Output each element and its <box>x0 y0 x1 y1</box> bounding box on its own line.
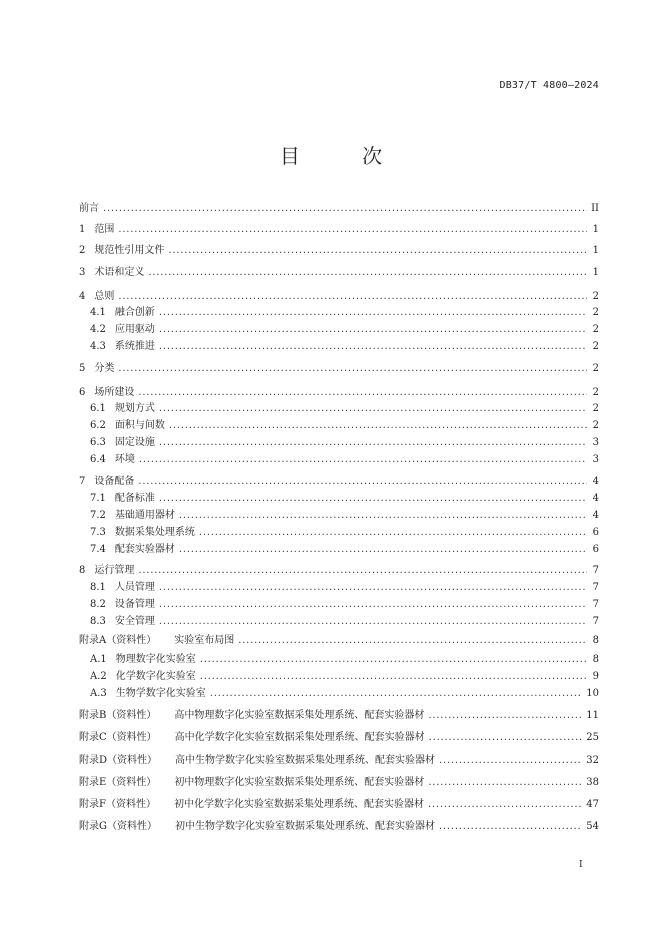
toc-leader-dots <box>428 775 582 791</box>
toc-entry-label: 规划方式 <box>114 403 155 414</box>
toc-entry[interactable] <box>79 222 599 238</box>
toc-entry[interactable] <box>79 339 599 355</box>
toc-entry-page: 2 <box>592 387 599 398</box>
toc-leader-dots <box>159 491 587 507</box>
toc-entry-label: 配套实验器材 <box>114 544 175 555</box>
toc-leader-dots <box>168 243 587 259</box>
toc-leader-dots <box>139 452 587 468</box>
toc-entry-page: 2 <box>592 291 599 302</box>
toc-entry-number: 8.1 <box>90 582 106 593</box>
toc-entry-page: 2 <box>592 403 599 414</box>
toc-entry-label: 术语和定义 <box>94 267 145 278</box>
toc-leader-dots <box>138 563 587 579</box>
toc-entry[interactable] <box>79 508 599 524</box>
toc-entry-page: 4 <box>592 510 599 521</box>
toc-entry[interactable] <box>79 435 599 451</box>
toc-entry-page: 3 <box>592 454 599 465</box>
toc-entry-page: 2 <box>592 420 599 431</box>
toc-entry-page: 32 <box>586 755 599 766</box>
toc-entry-number: 6.4 <box>90 454 106 465</box>
toc-entry[interactable] <box>79 669 599 685</box>
toc-entry[interactable] <box>79 401 599 417</box>
toc-entry-label: 场所建设 <box>94 387 135 398</box>
toc-entry-label: 高中物理数字化实验室数据采集处理系统、配套实验器材 <box>174 710 425 721</box>
toc-entry[interactable] <box>79 418 599 434</box>
toc-entry-number: 附录B（资料性） <box>79 710 157 721</box>
toc-leader-dots <box>210 686 583 702</box>
toc-entry-number: 6.3 <box>90 437 106 448</box>
toc-entry-page: 6 <box>592 544 599 555</box>
toc-entry-label: 分类 <box>94 363 115 374</box>
toc-entry-number: 2 <box>79 245 86 256</box>
toc-leader-dots <box>200 652 587 668</box>
toc-entry[interactable] <box>79 686 599 702</box>
toc-entry[interactable] <box>79 385 599 401</box>
toc-entry-label: 基础通用器材 <box>114 510 175 521</box>
toc-entry-page: 25 <box>586 732 599 743</box>
toc-entry-label: 融合创新 <box>114 307 155 318</box>
toc-entry-label: 固定设施 <box>114 437 155 448</box>
toc-entry-number: 1 <box>79 224 86 235</box>
toc-leader-dots <box>179 508 587 524</box>
toc-entry-number: 7.1 <box>90 493 106 504</box>
toc-entry-page: 47 <box>586 799 599 810</box>
toc-entry-number: 7.4 <box>90 544 106 555</box>
toc-entry-label: 化学数字化实验室 <box>115 671 196 682</box>
toc-entry-label: 应用驱动 <box>114 324 155 335</box>
toc-entry-label: 初中物理数字化实验室数据采集处理系统、配套实验器材 <box>174 777 425 788</box>
toc-entry-page: 7 <box>592 582 599 593</box>
toc-entry-number: A.2 <box>90 671 107 682</box>
toc-leader-dots <box>138 474 587 490</box>
toc-leader-dots <box>428 797 582 813</box>
toc-entry-label: 范围 <box>94 224 115 235</box>
toc-entry-number: 8.2 <box>90 599 106 610</box>
toc-entry-number: A.1 <box>90 654 107 665</box>
toc-leader-dots <box>429 730 583 746</box>
toc-leader-dots <box>103 201 587 217</box>
toc-entry[interactable] <box>79 633 599 649</box>
toc-entry[interactable] <box>79 474 599 490</box>
toc-entry-label: 配备标准 <box>114 493 155 504</box>
toc-entry[interactable] <box>79 491 599 507</box>
toc-entry-page: 38 <box>586 777 599 788</box>
toc-entry-label: 环境 <box>114 454 135 465</box>
toc-entry-number: 附录D（资料性） <box>79 755 158 766</box>
toc-leader-dots <box>200 669 587 685</box>
toc-entry-number: 附录G（资料性） <box>79 821 157 832</box>
toc-entry-number: 附录A（资料性） <box>79 635 157 646</box>
toc-entry[interactable] <box>79 753 599 769</box>
toc-entry-label: 前言 <box>79 203 99 214</box>
toc-entry-label: 设备配备 <box>94 476 135 487</box>
toc-entry-page: 3 <box>592 437 599 448</box>
toc-entry[interactable] <box>79 265 599 281</box>
toc-entry-number: 4.2 <box>90 324 106 335</box>
toc-entry-number: 5 <box>79 363 86 374</box>
toc-entry-number: 附录C（资料性） <box>79 732 157 743</box>
toc-entry-number: 附录E（资料性） <box>79 777 157 788</box>
toc-entry-page: 2 <box>592 307 599 318</box>
toc-entry-page: 1 <box>592 245 599 256</box>
toc-entry-page: 2 <box>592 363 599 374</box>
toc-entry-page: 1 <box>592 224 599 235</box>
toc-leader-dots <box>439 819 582 835</box>
toc-leader-dots <box>159 614 587 630</box>
toc-entry-page: 8 <box>592 635 599 646</box>
toc-entry[interactable] <box>79 819 599 835</box>
toc-entry-number: 7.3 <box>90 527 106 538</box>
toc-entry[interactable] <box>79 652 599 668</box>
toc-entry-number: 4.1 <box>90 307 106 318</box>
toc-entry[interactable] <box>79 563 599 579</box>
toc-leader-dots <box>118 222 587 238</box>
toc-leader-dots <box>159 339 587 355</box>
toc-entry-number: 6 <box>79 387 86 398</box>
toc-entry-number: 6.2 <box>90 420 106 431</box>
toc-entry-page: 2 <box>592 324 599 335</box>
toc-entry[interactable] <box>79 322 599 338</box>
toc-entry-page: II <box>591 203 599 214</box>
toc-entry-number: 7 <box>79 476 86 487</box>
toc-entry-label: 运行管理 <box>94 565 135 576</box>
toc-entry-page: 4 <box>592 476 599 487</box>
toc-entry-page: 9 <box>592 671 599 682</box>
toc-leader-dots <box>118 289 587 305</box>
toc-leader-dots <box>169 418 587 434</box>
toc-leader-dots <box>428 708 582 724</box>
toc-entry-number: 7.2 <box>90 510 106 521</box>
document-code: DB37/T 4800—2024 <box>499 80 599 91</box>
toc-entry-page: 8 <box>592 654 599 665</box>
toc-entry[interactable] <box>79 708 599 724</box>
toc-entry[interactable] <box>79 775 599 791</box>
toc-entry-label: 物理数字化实验室 <box>115 654 196 665</box>
toc-entry[interactable] <box>79 201 599 217</box>
toc-leader-dots <box>138 385 587 401</box>
toc-leader-dots <box>179 542 587 558</box>
toc-entry-page: 54 <box>586 821 599 832</box>
toc-entry-page: 2 <box>592 341 599 352</box>
toc-leader-dots <box>159 597 587 613</box>
toc-entry-label: 面积与间数 <box>114 420 165 431</box>
toc-leader-dots <box>159 305 587 321</box>
toc-entry-number: 8.3 <box>90 616 106 627</box>
toc-entry-page: 10 <box>586 688 599 699</box>
toc-entry-page: 7 <box>592 599 599 610</box>
toc-entry-page: 6 <box>592 527 599 538</box>
toc-entry-number: 6.1 <box>90 403 106 414</box>
toc-entry[interactable] <box>79 243 599 259</box>
toc-entry-number: 8 <box>79 565 86 576</box>
toc-leader-dots <box>199 525 587 541</box>
toc-entry-number: 4.3 <box>90 341 106 352</box>
toc-entry-page: 11 <box>586 710 599 721</box>
toc-entry-page: 1 <box>592 267 599 278</box>
toc-entry[interactable] <box>79 361 599 377</box>
toc-entry-label: 安全管理 <box>114 616 155 627</box>
toc-entry-number: 附录F（资料性） <box>79 799 156 810</box>
toc-entry-label: 人员管理 <box>114 582 155 593</box>
toc-leader-dots <box>159 322 587 338</box>
toc-entry-label: 规范性引用文件 <box>94 245 165 256</box>
toc-entry-number: A.3 <box>90 688 107 699</box>
toc-entry-label: 数据采集处理系统 <box>114 527 195 538</box>
toc-entry-label: 总则 <box>94 291 115 302</box>
toc-leader-dots <box>238 633 587 649</box>
toc-entry-page: 7 <box>592 565 599 576</box>
toc-leader-dots <box>148 265 587 281</box>
toc-entry-number: 4 <box>79 291 86 302</box>
toc-entry[interactable] <box>79 730 599 746</box>
toc-entry[interactable] <box>79 597 599 613</box>
toc-entry-label: 生物学数字化实验室 <box>115 688 206 699</box>
toc-entry[interactable] <box>79 525 599 541</box>
toc-leader-dots <box>159 580 587 596</box>
page-number: I <box>579 860 583 870</box>
toc-entry[interactable] <box>79 289 599 305</box>
toc-leader-dots <box>439 753 582 769</box>
toc-entry-number: 3 <box>79 267 86 278</box>
toc-entry[interactable] <box>79 542 599 558</box>
toc-entry-label: 高中生物学数字化实验室数据采集处理系统、配套实验器材 <box>175 755 436 766</box>
toc-entry-page: 4 <box>592 493 599 504</box>
toc-entry[interactable] <box>79 305 599 321</box>
toc-entry[interactable] <box>79 797 599 813</box>
toc-entry[interactable] <box>79 614 599 630</box>
toc-leader-dots <box>159 401 587 417</box>
toc-entry-label: 设备管理 <box>114 599 155 610</box>
page-title: 目 次 <box>279 144 411 168</box>
toc-entry[interactable] <box>79 580 599 596</box>
toc-entry-label: 系统推进 <box>114 341 155 352</box>
toc-entry-page: 7 <box>592 616 599 627</box>
toc-leader-dots <box>118 361 587 377</box>
toc-entry-label: 初中生物学数字化实验室数据采集处理系统、配套实验器材 <box>175 821 435 832</box>
toc-entry-label: 初中化学数字化实验室数据采集处理系统、配套实验器材 <box>173 799 424 810</box>
toc-entry-label: 高中化学数字化实验室数据采集处理系统、配套实验器材 <box>174 732 425 743</box>
toc-entry-label: 实验室布局图 <box>174 635 235 646</box>
toc-entry[interactable] <box>79 452 599 468</box>
toc-leader-dots <box>159 435 587 451</box>
